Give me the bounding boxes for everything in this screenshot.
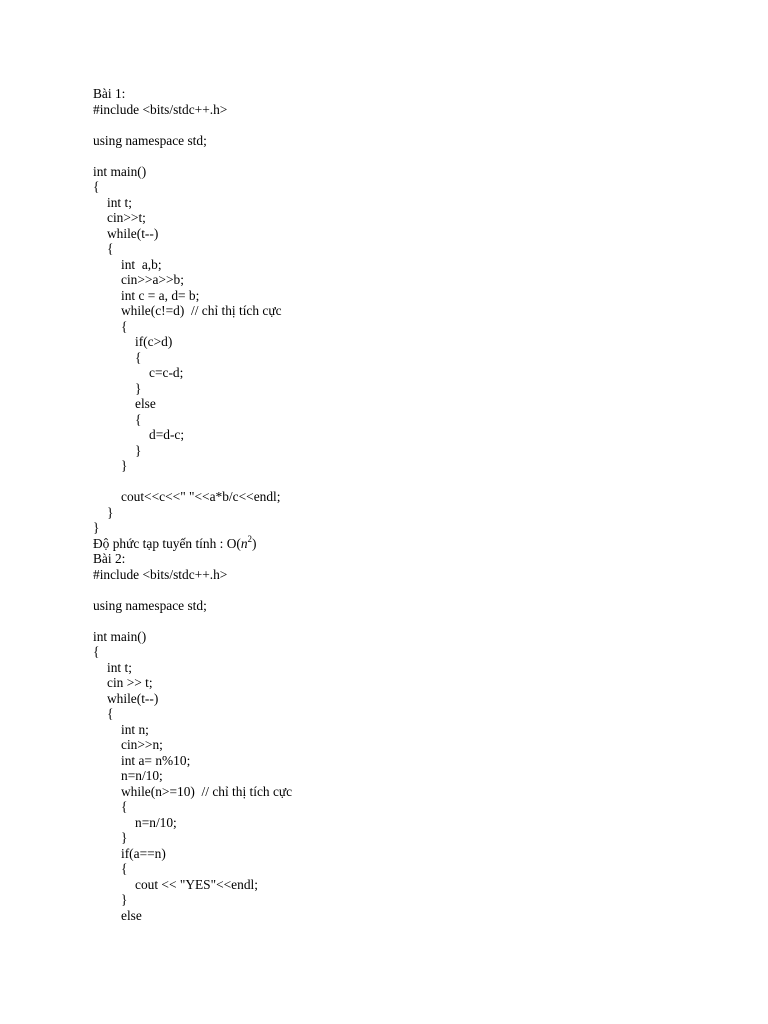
code-line: int c = a, d= b; — [121, 287, 200, 303]
code-line: int a,b; — [121, 256, 162, 272]
code-line: { — [107, 706, 114, 721]
code-line: n=n/10; — [135, 814, 177, 830]
code-line: } — [135, 380, 142, 396]
code-line: cout << "YES"<<endl; — [135, 876, 258, 892]
code-line — [93, 148, 292, 164]
code-line: else — [135, 396, 156, 411]
code-line: while(t--) — [107, 690, 159, 706]
code-line: while(t--) — [107, 225, 159, 241]
complexity-variable: n — [240, 535, 248, 551]
code-line: d=d-c; — [149, 427, 185, 442]
code-line: if(a==n) — [121, 845, 166, 861]
code-line: } — [121, 458, 128, 473]
code-line: cin>>t; — [107, 210, 146, 225]
code-line: } — [135, 442, 142, 458]
exercise-2-code — [93, 551, 292, 923]
code-line: while(n>=10) // chỉ thị tích cực — [121, 783, 293, 799]
code-line: Bài 1: — [93, 86, 126, 101]
code-line: while(c!=d) // chỉ thị tích cực — [121, 303, 282, 318]
code-line: cin >> t; — [107, 675, 153, 690]
complexity-prefix: Độ phức tạp tuyến tính : O( — [93, 535, 241, 551]
code-line: else — [121, 907, 142, 923]
code-line: } — [121, 830, 128, 845]
code-line: { — [93, 179, 100, 194]
code-line: { — [121, 799, 128, 814]
code-line: { — [93, 644, 100, 659]
code-line — [93, 117, 292, 133]
complexity-line — [93, 533, 292, 552]
code-line: int n; — [121, 721, 149, 737]
code-line: #include <bits/stdc++.h> — [93, 101, 228, 117]
code-line: Bài 2: — [93, 551, 126, 566]
code-line — [93, 474, 292, 490]
code-line: { — [121, 318, 128, 334]
code-line: { — [135, 411, 142, 427]
code-line: int t; — [107, 659, 132, 675]
code-line: #include <bits/stdc++.h> — [93, 566, 228, 582]
exercise-1-code — [93, 86, 292, 536]
document-body — [93, 86, 292, 923]
code-line: } — [107, 504, 114, 520]
code-line: int main() — [93, 163, 147, 179]
complexity-exponent: 2 — [247, 533, 253, 544]
code-line: } — [93, 520, 100, 535]
code-line: cin>>a>>b; — [121, 272, 184, 287]
code-line: int main() — [93, 628, 147, 644]
code-line — [93, 613, 292, 629]
code-line: int t; — [107, 194, 132, 210]
code-line — [93, 582, 292, 598]
code-line: using namespace std; — [93, 132, 207, 148]
code-line: { — [135, 349, 142, 365]
code-line: c=c-d; — [149, 365, 184, 380]
complexity-suffix: ) — [252, 535, 257, 551]
code-line: n=n/10; — [121, 768, 163, 783]
code-line: using namespace std; — [93, 597, 207, 613]
code-line: int a= n%10; — [121, 752, 191, 768]
code-line: cin>>n; — [121, 737, 163, 752]
code-line: } — [121, 892, 128, 907]
code-line: if(c>d) — [135, 334, 173, 349]
code-line: { — [121, 861, 128, 876]
code-line: cout<<c<<" "<<a*b/c<<endl; — [121, 489, 281, 504]
code-line: { — [107, 241, 114, 256]
